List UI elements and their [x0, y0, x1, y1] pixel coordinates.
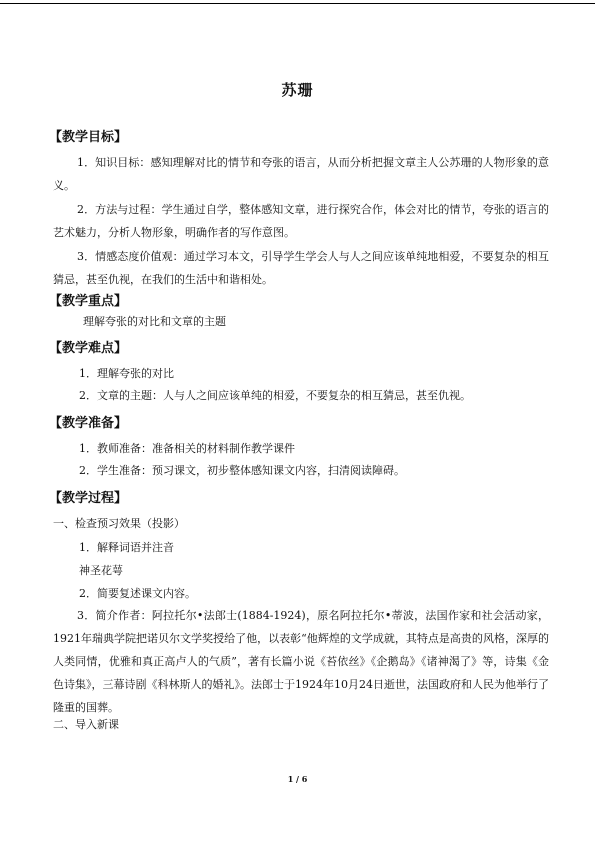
- preparation-item-1: 1．教师准备：准备相关的材料制作教学课件: [79, 442, 295, 455]
- process-part-1: 一、检查预习效果（投影）: [53, 517, 185, 530]
- process-step-2: 2．简要复述课文内容。: [79, 587, 196, 600]
- key-point-text: 理解夸张的对比和文章的主题: [83, 315, 226, 328]
- goal-item-3: 3．情感态度价值观：通过学习本文，引导学生学会人与人之间应该单纯地相爱，不要复杂的相互猜忌，甚至仇视，在我们的生活中和谐相处。: [53, 250, 549, 286]
- heading-key-points: 【教学重点】: [49, 294, 128, 309]
- heading-difficulties: 【教学难点】: [49, 341, 128, 356]
- goal-item-2: 2．方法与过程：学生通过自学，整体感知文章，进行探究合作，体会对比的情节，夸张的语言的艺术魅力，分析人物形象，明确作者的写作意图。: [53, 203, 549, 239]
- goal-item-1: 1．知识目标：感知理解对比的情节和夸张的语言，从而分析把握文章主人公苏珊的人物形象的意义。: [53, 156, 549, 192]
- page-number: 1 / 6: [287, 774, 308, 784]
- process-word: 神圣花萼: [79, 564, 123, 577]
- process-part-2: 二、导入新课: [53, 718, 119, 731]
- difficulty-item-2: 2．文章的主题：人与人之间应该单纯的相爱，不要复杂的相互猜忌，甚至仇视。: [79, 389, 471, 402]
- heading-preparation: 【教学准备】: [49, 416, 128, 431]
- page-title: 苏珊: [281, 81, 314, 99]
- heading-goals: 【教学目标】: [49, 130, 128, 145]
- top-rule: [0, 3, 595, 4]
- preparation-item-2: 2．学生准备：预习课文，初步整体感知课文内容，扫清阅读障碍。: [79, 464, 405, 477]
- heading-process: 【教学过程】: [49, 491, 128, 506]
- process-step-1: 1．解释词语并注音: [79, 541, 174, 554]
- process-step-3: 3．简介作者：阿拉托尔•法郎士(1884-1924)，原名阿拉托尔•蒂波，法国作家和社会活动家，1921年瑞典学院把诺贝尔文学奖授给了他，以表彰“他辉煌的文学成就，其特点是高贵的风格，深厚的人类同情，优雅和真正高卢人的气质”，著有长篇小说《苔依丝》《企鹅岛》《诸神渴了》等，诗集《金色诗集》，三幕诗剧《科林斯人的婚礼》。法郎士于1924年10月24日逝世，法国政府和人民为他举行了隆重的国葬。: [53, 609, 549, 714]
- difficulty-item-1: 1．理解夸张的对比: [79, 367, 174, 380]
